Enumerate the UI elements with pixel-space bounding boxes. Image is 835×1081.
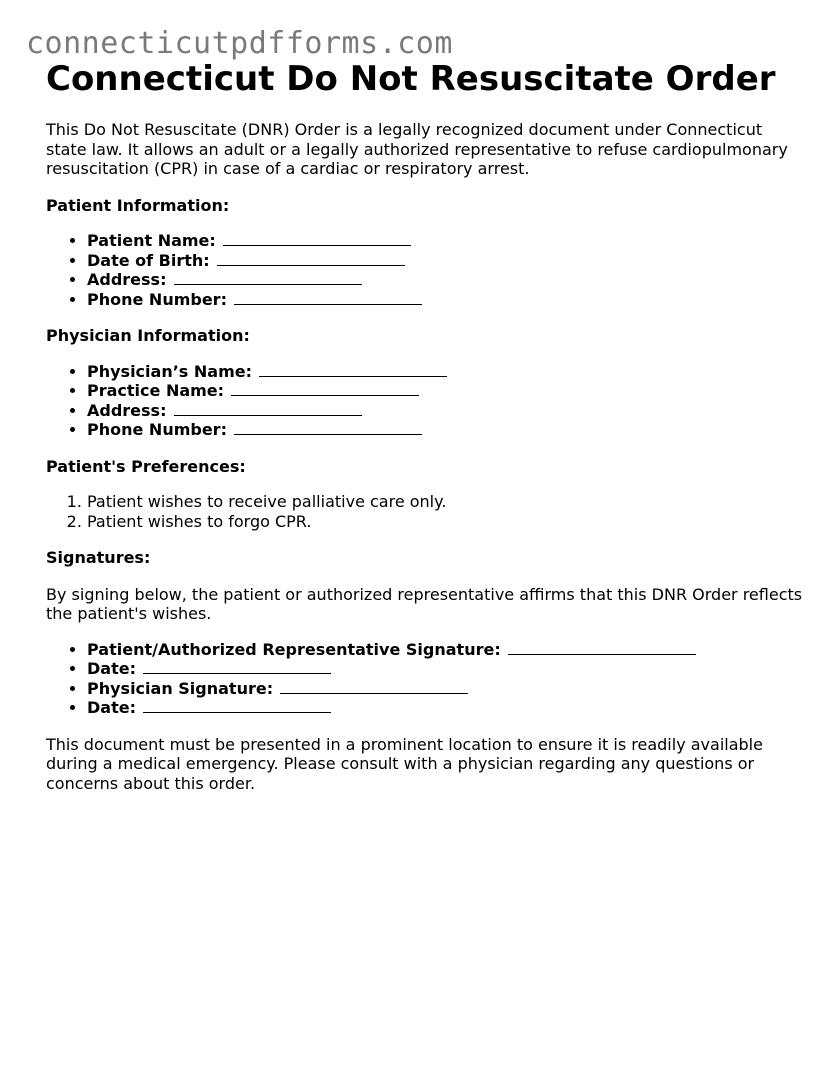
physician-name-blank[interactable]	[259, 362, 447, 377]
physician-signature-blank[interactable]	[280, 679, 468, 694]
list-item	[87, 381, 806, 401]
physician-info-heading: Physician Information:	[46, 326, 250, 345]
preferences-list	[46, 492, 806, 531]
list-item	[87, 231, 806, 251]
watermark: connecticutpdfforms.com	[26, 26, 453, 61]
list-item	[87, 698, 806, 718]
list-item	[87, 362, 806, 382]
field-label: Practice Name:	[87, 381, 225, 400]
field-label: Date:	[87, 698, 136, 717]
physician-date-blank[interactable]	[143, 698, 331, 713]
patient-signature-blank[interactable]	[508, 640, 696, 655]
preferences-heading: Patient's Preferences:	[46, 456, 246, 476]
physician-phone-blank[interactable]	[234, 420, 422, 435]
signatures-heading: Signatures:	[46, 548, 151, 567]
list-item	[87, 270, 806, 290]
physician-address-blank[interactable]	[174, 401, 362, 416]
signatures-intro: By signing below, the patient or authorized representative affirms that this DNR Order reflects the patient's wishes.	[46, 584, 803, 623]
list-item	[87, 290, 806, 310]
field-label: Physician Signature:	[87, 678, 274, 698]
list-item	[87, 640, 806, 660]
field-label: Address:	[87, 400, 167, 420]
patient-address-blank[interactable]	[174, 270, 362, 285]
field-label: Physician’s Name:	[87, 361, 252, 381]
list-item: 1. Patient wishes to receive palliative care only.	[87, 492, 806, 512]
date-of-birth-blank[interactable]	[217, 251, 405, 266]
patient-date-blank[interactable]	[143, 659, 331, 674]
list-item	[87, 659, 806, 679]
list-item: 2. Patient wishes to forgo CPR.	[87, 512, 806, 532]
physician-info-list	[46, 362, 806, 440]
list-item	[87, 401, 806, 421]
signatures-list	[46, 640, 806, 718]
patient-phone-blank[interactable]	[234, 290, 422, 305]
patient-name-blank[interactable]	[223, 231, 411, 246]
list-item	[87, 679, 806, 699]
patient-info-list	[46, 231, 806, 309]
field-label: Date:	[87, 659, 136, 678]
intro-paragraph: This Do Not Resuscitate (DNR) Order is a legally recognized document under Connecticut state law. It allows an adult or a legally authorized representative to refuse cardiopulmonary resuscitation (CPR) in case of a cardiac or respiratory arrest.	[46, 120, 788, 178]
field-label: Phone Number:	[87, 420, 227, 439]
document-body	[46, 58, 806, 793]
field-label: Patient/Authorized Representative Signature:	[87, 639, 501, 659]
field-label: Patient Name:	[87, 231, 216, 250]
practice-name-blank[interactable]	[231, 381, 419, 396]
list-item	[87, 420, 806, 440]
field-label: Address:	[87, 270, 167, 289]
patient-info-heading: Patient Information:	[46, 195, 230, 215]
field-label: Phone Number:	[87, 289, 227, 309]
field-label: Date of Birth:	[87, 250, 210, 270]
list-item	[87, 251, 806, 271]
page-title: Connecticut Do Not Resuscitate Order	[46, 59, 776, 99]
closing-paragraph: This document must be presented in a prominent location to ensure it is readily available during a medical emergency. Please consult with a physician regarding any questions or concerns about this order.	[46, 734, 763, 793]
